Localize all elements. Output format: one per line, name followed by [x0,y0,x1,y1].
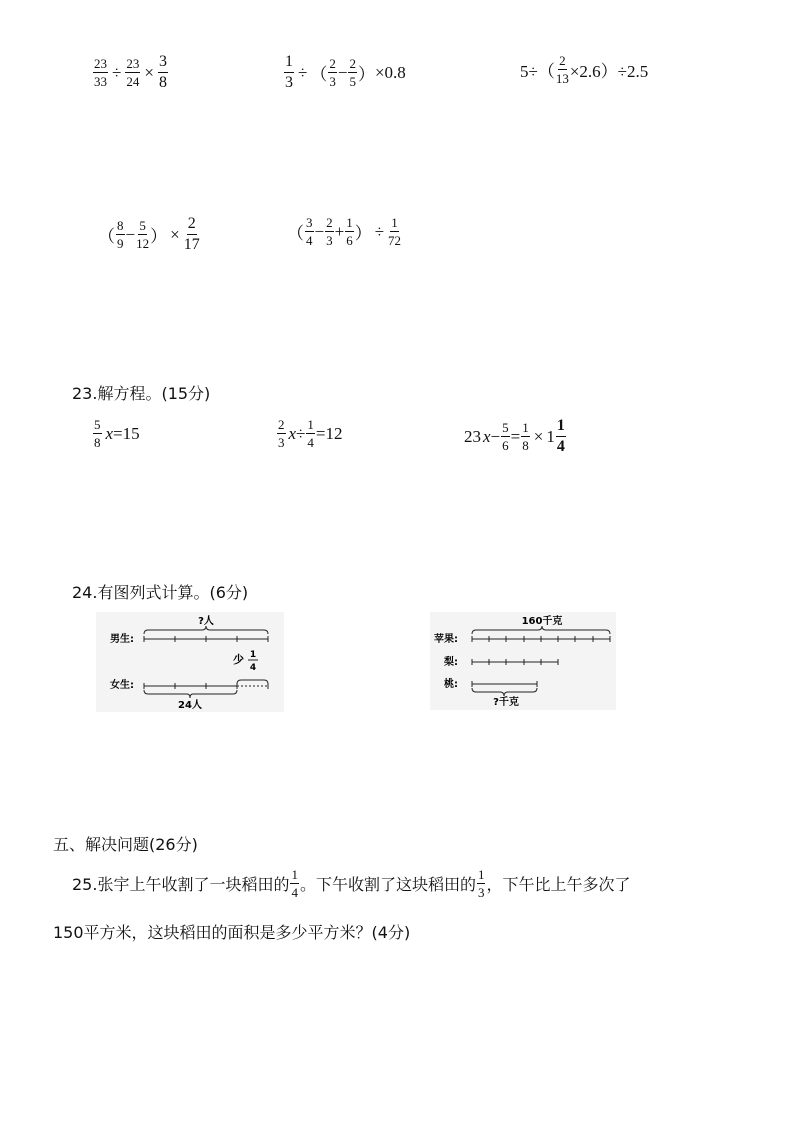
expression-1: $\frac{23}{33}$ ÷ $\frac{23}{24}$ × $\frac{3}{8}$ [94,53,167,91]
label-girls: 女生: [110,680,134,691]
svg-text:4: 4 [249,663,257,673]
fraction: $\frac{1}{72}$ [388,215,402,248]
expression-5: （ $\frac{3}{4}$ − $\frac{2}{3}$ + $\frac{1}{6}$ ） ÷ $\frac{1}{72}$ [287,215,402,248]
question-23-title: 23.解方程。(15分) [72,384,211,403]
fraction: $\frac{2}{5}$ [349,56,356,89]
diagram-top-label: 160千克 [521,616,563,627]
fraction: $\frac{1}{4}$ [307,417,314,450]
fraction: $\frac{2}{3}$ [329,56,336,89]
expression-2: $\frac{1}{3}$ ÷ （ $\frac{2}{3}$ − $\frac{2}{5}$ ） ×0.8 [285,53,406,91]
fraction: $\frac{1}{4}$ [291,867,298,900]
equation-2: $\frac{2}{3}$ x ÷ $\frac{1}{4}$ =12 [278,417,343,450]
brace-bottom [472,688,537,696]
label-pears: 梨: [444,657,458,668]
question-24-title: 24.有图列式计算。(6分) [72,583,249,602]
fraction: $\frac{1}{8}$ [522,420,529,453]
expression-3: 5÷（ $\frac{2}{13}$ ×2.6）÷2.5 [520,53,649,86]
fraction: $\frac{2}{17}$ [183,215,200,253]
brace-bottom [144,690,237,698]
fraction: $\frac{1}{3}$ [477,867,485,900]
question-25-line-1: 25.张宇上午收割了一块稻田的 $\frac{1}{4}$ 。下午收割了这块稻田的 $\frac{1}{3}$ ，下午比上午多次了 [72,867,631,900]
fraction: $\frac{23}{33}$ [94,56,107,89]
fraction: $\frac{2}{3}$ [278,417,285,450]
diagram-bottom-label: 24人 [178,700,202,711]
fraction: $\frac{1}{3}$ [285,53,293,91]
diagram-top-label: ?人 [198,616,214,627]
fraction: $\frac{1}{4}$ [556,417,565,455]
fraction: $\frac{3}{8}$ [158,53,167,91]
section-5-title: 五、解决问题(26分) [53,835,198,854]
fraction: $\frac{5}{8}$ [94,417,101,450]
fraction: $\frac{23}{24}$ [126,56,140,89]
fraction: $\frac{2}{3}$ [326,215,333,248]
brace-less [237,680,268,684]
fraction: $\frac{8}{9}$ [117,218,124,251]
diagram-boys-girls [96,612,284,712]
equation-1: $\frac{5}{8}$ x =15 [94,417,140,450]
fraction: $\frac{3}{4}$ [306,215,313,248]
question-25-line-2: 150平方米，这块稻田的面积是多少平方米？(4分) [53,923,411,942]
equation-3: 23 x − $\frac{5}{6}$ = $\frac{1}{8}$ × 1 $\frac{1}{4}$ [464,417,565,455]
label-less: 少 [233,653,244,666]
fraction: $\frac{5}{12}$ [136,218,150,251]
fraction: $\frac{2}{13}$ [555,53,569,86]
label-apples: 苹果: [434,634,458,645]
fraction: $\frac{1}{6}$ [346,215,353,248]
brace-top [472,626,610,634]
fraction: $\frac{5}{6}$ [502,420,509,453]
diagram-bottom-label: ?千克 [493,697,519,708]
label-boys: 男生: [110,634,134,645]
label-peaches: 桃: [444,679,458,690]
svg-text:1: 1 [249,650,257,660]
brace-top [144,626,268,634]
diagram-fruits [430,612,616,710]
expression-4: （ $\frac{8}{9}$ − $\frac{5}{12}$ ） × $\frac{2}{17}$ [98,215,200,253]
